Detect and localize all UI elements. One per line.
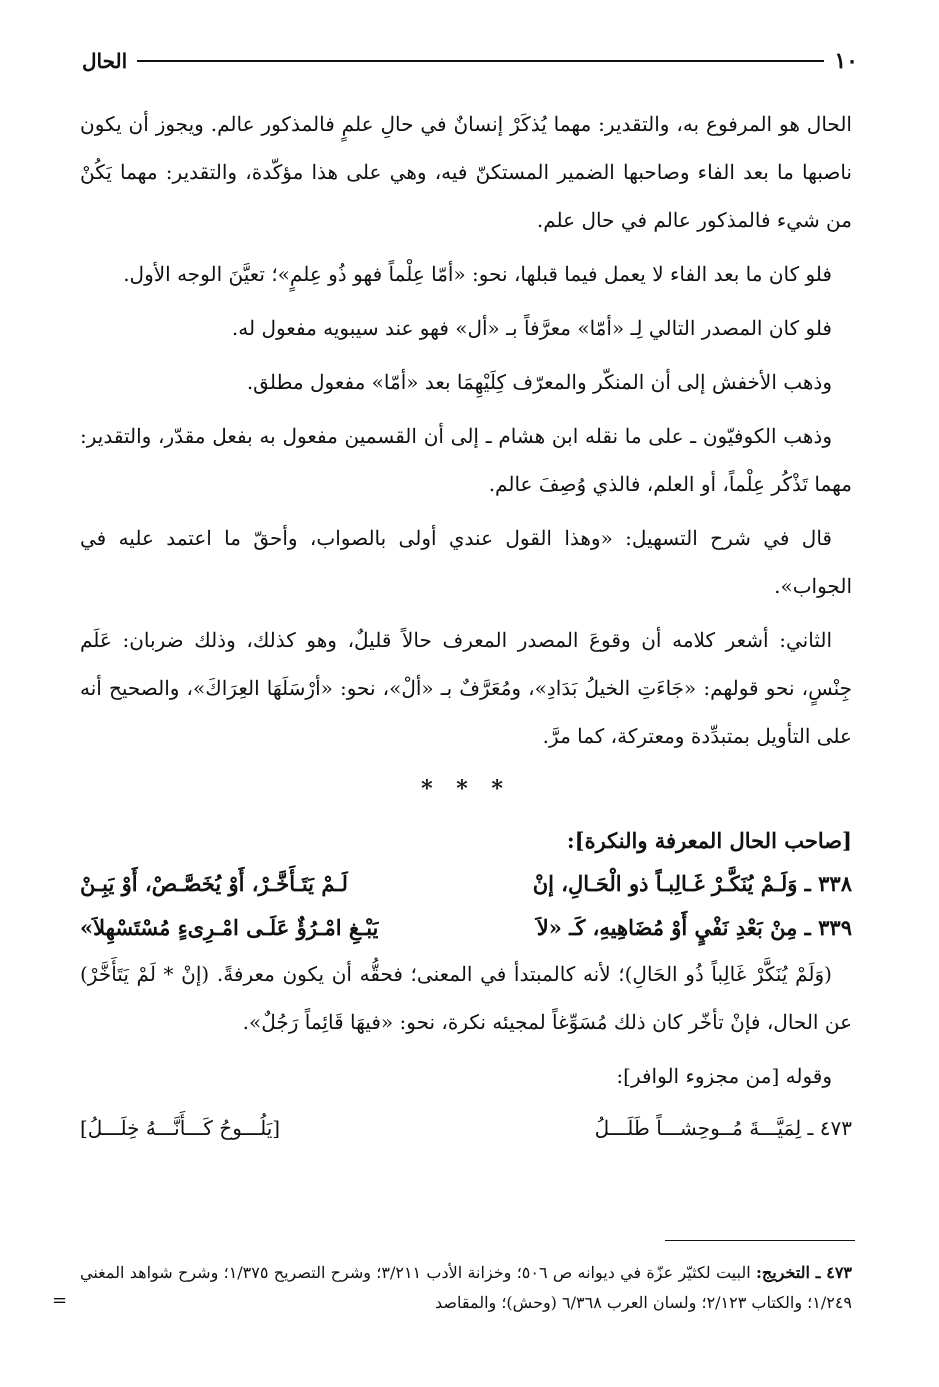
page-number: ١٠: [834, 48, 858, 74]
quote-intro: وقوله [من مجزوء الوافر]:: [616, 1064, 832, 1088]
section-separator: * * *: [421, 776, 511, 802]
paragraph-7: الثاني: أشعر كلامه أن وقوعَ المصدر المعرف حالاً قليلٌ، وهو كذلك، وذلك ضربان: عَلَم جِنْسٍ، نحو قولهم: «جَاءَتِ الخيلُ بَدَادِ»، ومُعَرَّفٌ بـ «ألْ»، نحو: «أرْسَلَهَا العِرَاكَ»، والصحيح أنه على التأويل بمتبدِّدة ومعتركة، كما مرَّ.: [80, 628, 852, 748]
footnote: [52, 1258, 853, 1318]
continuation-mark: =: [52, 1290, 68, 1311]
poem-second-hemistich: [يَلُـــوحُ كَـــأَنَّـــهُ خِلَـــلُ]: [80, 1116, 281, 1140]
chapter-title: الحال: [82, 49, 128, 73]
paragraph-4: وذهب الأخفش إلى أن المنكّر والمعرّف كِلَيْهِمَا بعد «أمّا» مفعول مطلق.: [246, 370, 832, 394]
paragraph-6: قال في شرح التسهيل: «وهذا القول عندي أولى بالصواب، وأحقّ ما اعتمد عليه في الجواب».: [80, 526, 852, 598]
verse-second-hemistich: يَبْـغِ امْـرُؤٌ عَلَـى امْـرِىءٍ مُسْتَسْهِلاَ»: [80, 915, 379, 940]
paragraph-2: فلو كان ما بعد الفاء لا يعمل فيما قبلها، نحو: «أمّا عِلْماً فهو ذُو عِلمٍ»؛ تعيَّنَ الوجه الأول.: [123, 262, 832, 286]
paragraph-1: الحال هو المرفوع به، والتقدير: مهما يُذكَرْ إنسانٌ في حالِ علمٍ فالمذكور عالم. ويجوز أن يكون ناصبها ما بعد الفاء وصاحبها الضمير المستكنّ فيه، وهي على هذا مؤكّدة، والتقدير: مهما يَكُنْ من شيء فالمذكور عالم في حال علم.: [80, 112, 852, 232]
section-heading: [صاحب الحال المعرفة والنكرة]:: [566, 828, 852, 853]
running-header: [82, 44, 858, 78]
verse-first-hemistich: ٣٣٨ ـ وَلَـمْ يُنَكَّـرْ غَـالِبـاً ذو الْحَـالِ، إنْ: [532, 871, 852, 896]
footnote-rule: [665, 1240, 855, 1241]
commentary-paragraph: (وَلَمْ يُنَكَّرْ غَالِباً ذُو الحَالِ)؛ لأنه كالمبتدأ في المعنى؛ فحقُّه أن يكون معرفةً. (إنْ * لَمْ يَتَأَخَّرْ) عن الحال، فإنْ تأخّر كان ذلك مُسَوِّغاً لمجيئه نكرة، نحو: «فيهَا قَائِماً رَجُلٌ».: [80, 962, 852, 1034]
main-text: [80, 100, 852, 1150]
verse-second-hemistich: لَـمْ يَتَـأَخَّـرْ، أَوْ يُخَصَّـصْ، أَوْ يَبِـنْ: [80, 871, 348, 896]
paragraph-5: وذهب الكوفيّون ـ على ما نقله ابن هشام ـ إلى أن القسمين مفعول به بفعل مقدّر، والتقدير: مهما تَذْكُر عِلْماً، أو العلم، فالذي وُصِفَ عالم.: [80, 424, 852, 496]
header-rule: [137, 60, 824, 62]
paragraph-3: فلو كان المصدر التالي لِـ «أمّا» معرَّفاً بـ «أل» فهو عند سيبويه مفعول له.: [231, 316, 832, 340]
verse-first-hemistich: ٣٣٩ ـ مِنْ بَعْدِ نَفْيٍ أَوْ مُضَاهِيهِ، كَـ «لاَ: [536, 915, 852, 940]
footnote-label: ٤٧٣ ـ التخريج:: [755, 1263, 853, 1282]
verse-339: [80, 906, 852, 950]
verse-338: [80, 862, 852, 906]
poem-first-hemistich: ٤٧٣ ـ لِمَيَّـــةَ مُــوحِشـــاً طَلَـــلُ: [594, 1116, 852, 1140]
poem-line-473: [80, 1106, 852, 1150]
footnote-text: البيت لكثيّر عزّة في ديوانه ص ٥٠٦؛ وخزانة الأدب ٣/٢١١؛ وشرح التصريح ١/٣٧٥؛ وشرح شواهد المغني ١/٢٤٩؛ والكتاب ٢/١٢٣؛ ولسان العرب ٦/٣٦٨ (وحش)؛ والمقاصد: [80, 1263, 852, 1312]
